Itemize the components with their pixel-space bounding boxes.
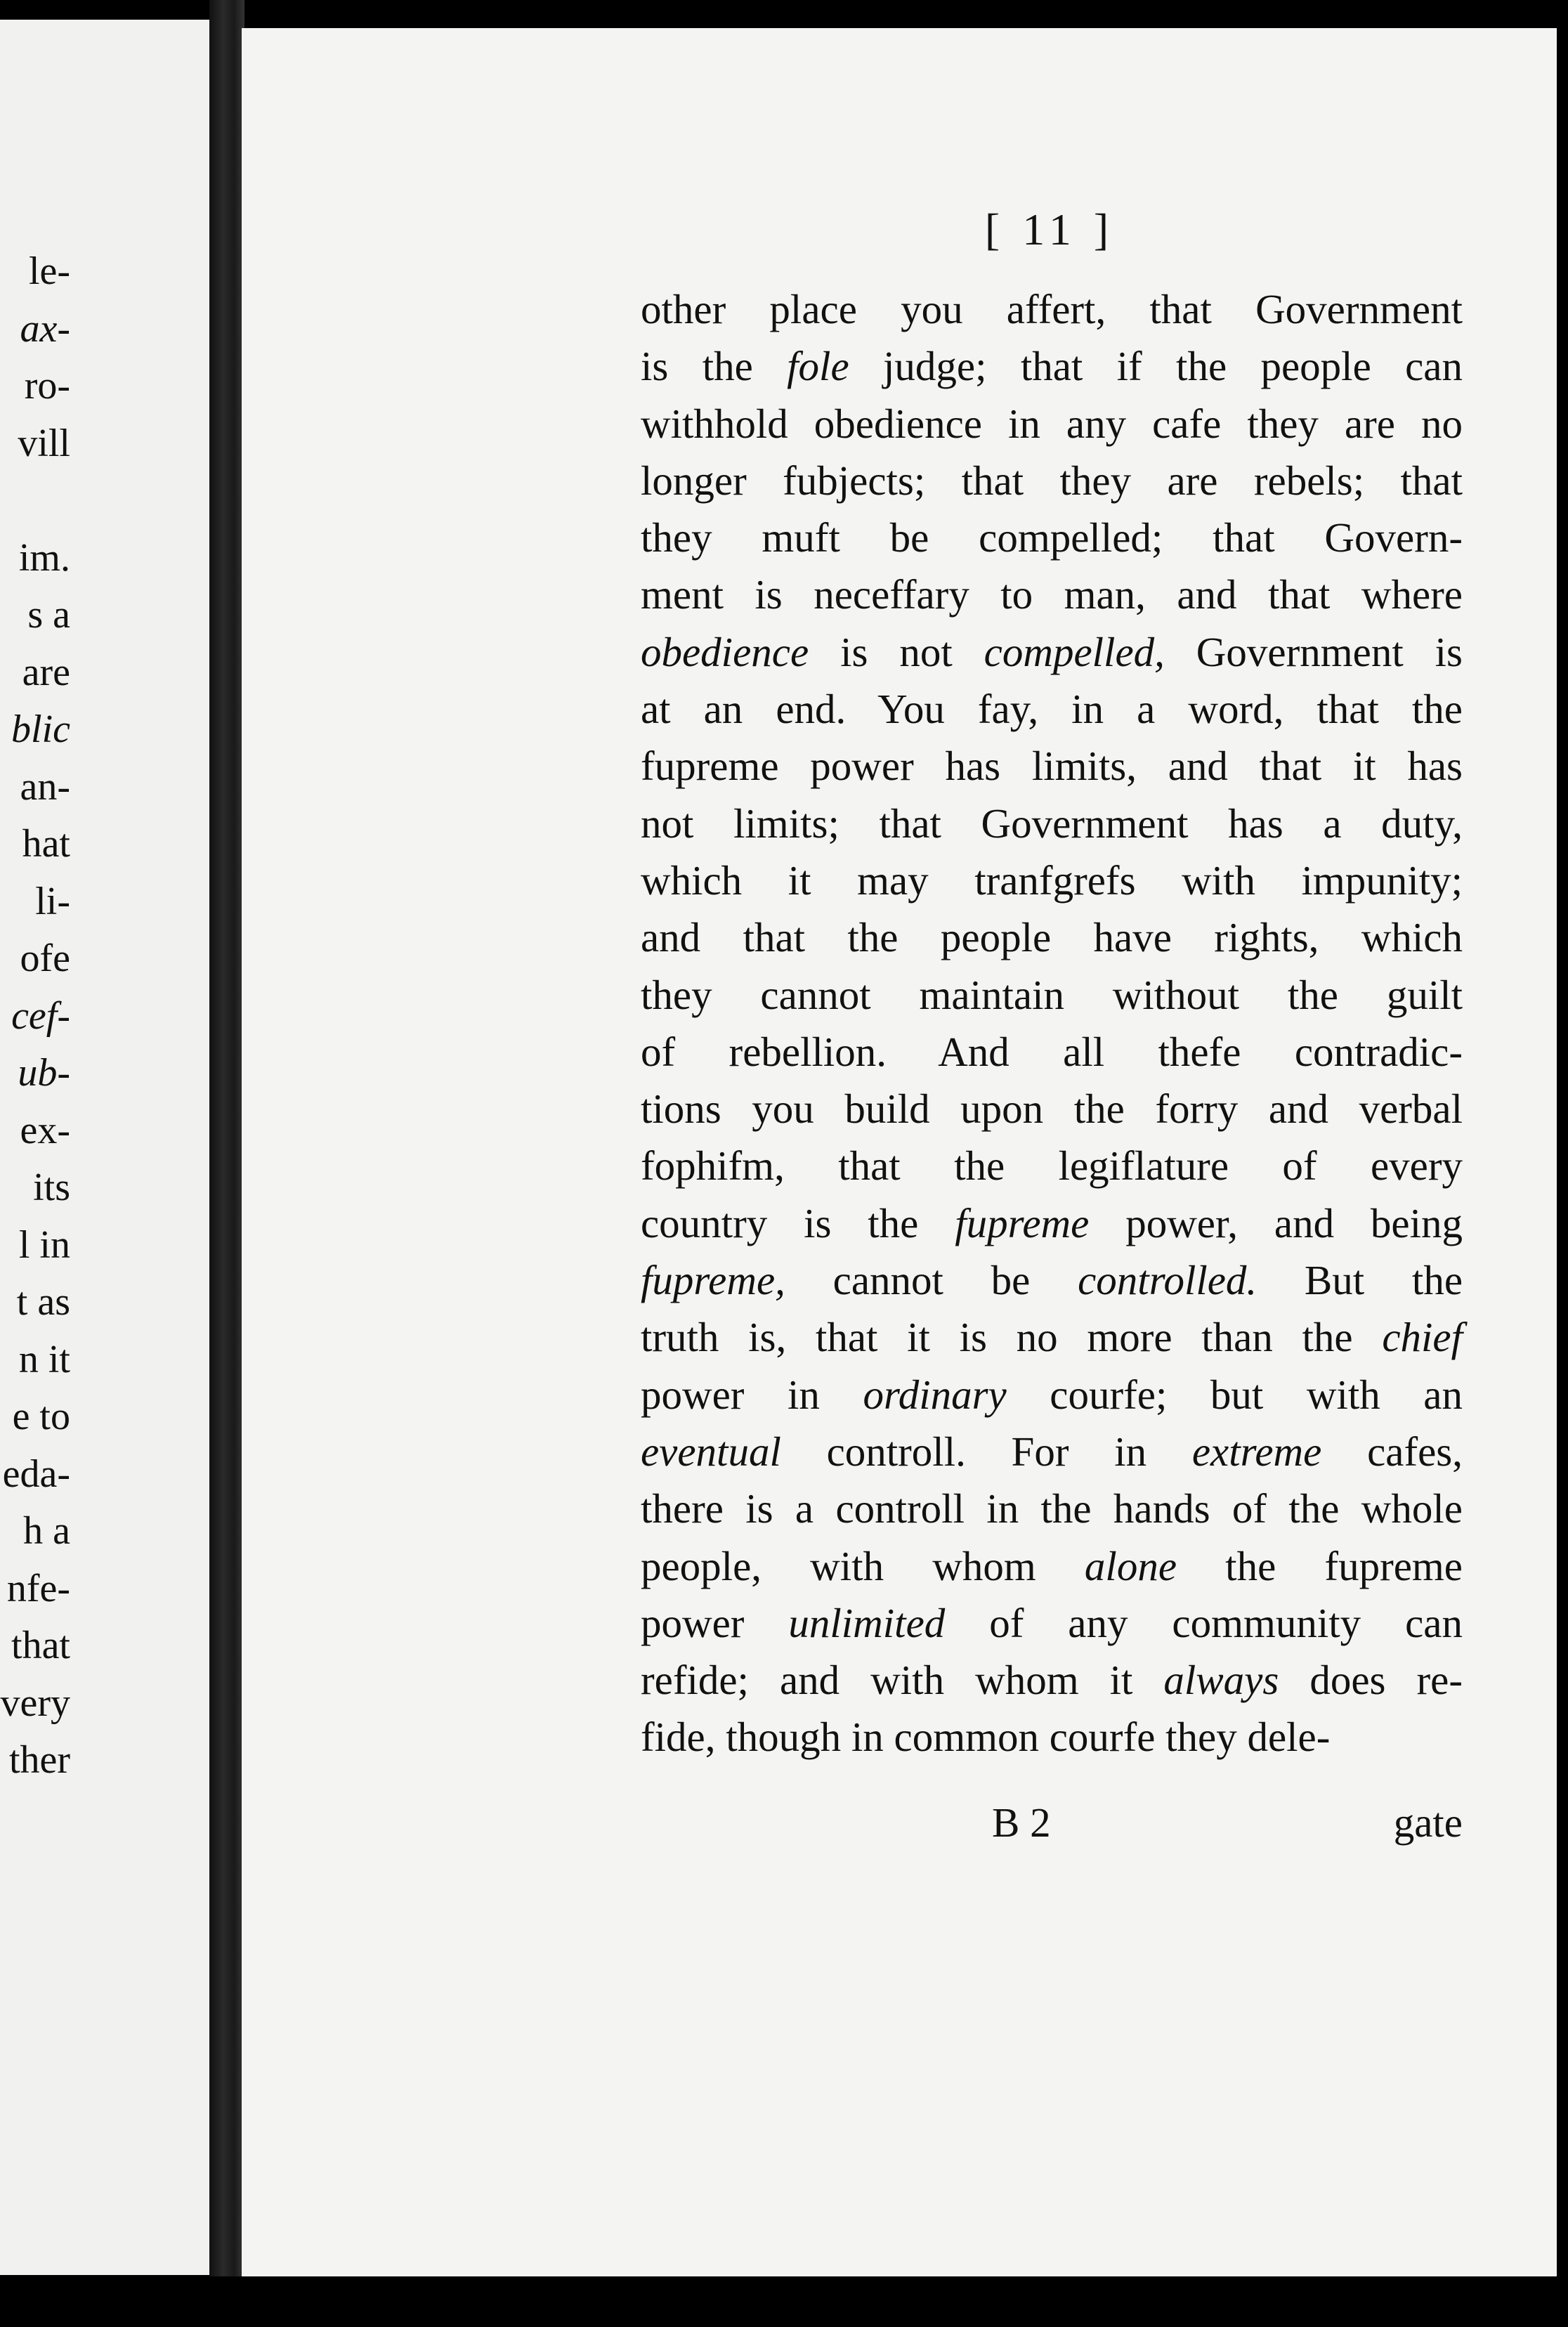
left-page-line: an- (20, 764, 70, 809)
left-page-line: blic (11, 708, 70, 751)
left-page-line: l in (18, 1223, 70, 1267)
text-line (641, 452, 1463, 509)
text-line (641, 338, 1463, 395)
left-page-line: nfe- (6, 1566, 70, 1610)
text-line (641, 967, 1463, 1024)
italic-text-run: fupreme (955, 1199, 1090, 1246)
text-run: fupreme power has limits, and that it has (641, 743, 1463, 790)
text-run: tions you build upon the forry and verbal (641, 1086, 1463, 1133)
left-page-line: ro- (24, 364, 70, 408)
left-page-line: its (33, 1166, 70, 1209)
page-body-text (641, 281, 1463, 1766)
text-run: power (641, 1599, 789, 1646)
left-page-line: hat (22, 822, 70, 866)
italic-text-run: eventual (641, 1428, 781, 1475)
text-line (641, 1709, 1463, 1766)
left-page-line: ther (8, 1738, 70, 1782)
text-line (641, 1367, 1463, 1423)
text-run: withhold obedience in any cafe they are no (641, 400, 1463, 447)
italic-text-run: obedience (641, 628, 809, 675)
text-run: people, with whom (641, 1542, 1085, 1589)
text-line (641, 1138, 1463, 1194)
text-run: there is a controll in the hands of the whole (641, 1485, 1463, 1532)
left-facing-page (0, 20, 209, 2275)
text-run: Government is (1164, 628, 1463, 675)
text-line (641, 738, 1463, 795)
text-line (641, 852, 1463, 909)
text-run: power in (641, 1371, 863, 1418)
text-run: controll. For in (780, 1428, 1192, 1475)
text-line (641, 1595, 1463, 1652)
text-run: judge; that if the people can (849, 343, 1463, 390)
left-page-line: eda- (2, 1452, 70, 1496)
text-run: of any community can (945, 1599, 1463, 1646)
text-line (641, 1081, 1463, 1138)
text-run: they muft be compelled; that Govern- (641, 514, 1463, 561)
left-page-line: vill (18, 421, 70, 465)
text-run: power, and being (1089, 1199, 1463, 1246)
text-run: cannot be (785, 1257, 1078, 1304)
text-run: the fupreme (1177, 1542, 1463, 1589)
text-line (641, 1652, 1463, 1709)
text-line (641, 795, 1463, 852)
left-page-line (0, 472, 70, 530)
text-run: ment is neceffary to man, and that where (641, 571, 1463, 618)
text-run: at an end. You fay, in a word, that the (641, 686, 1463, 733)
text-line (641, 396, 1463, 452)
text-run: is not (809, 628, 984, 675)
left-page-line: very (0, 1681, 70, 1725)
italic-text-run: always (1163, 1657, 1279, 1704)
text-run: is the (641, 343, 788, 390)
text-run: they cannot maintain without the guilt (641, 971, 1463, 1018)
left-page-line: that (11, 1624, 70, 1667)
italic-text-run: alone (1084, 1542, 1177, 1589)
main-page (239, 28, 1557, 2276)
left-page-line: ax- (20, 306, 70, 351)
text-run: country is the (641, 1199, 955, 1246)
italic-text-run: ordinary (863, 1371, 1007, 1418)
text-run: other place you affert, that Government (641, 286, 1463, 332)
left-page-line: h a (23, 1509, 70, 1553)
left-page-line: im. (18, 535, 70, 580)
text-line (641, 909, 1463, 966)
text-run: of rebellion. And all thefe contradic- (641, 1028, 1463, 1075)
page-number-header: [ 11 ] (984, 204, 1115, 254)
left-page-line: e to (12, 1395, 70, 1438)
text-line (641, 1423, 1463, 1480)
left-page-line: ub- (18, 1051, 70, 1095)
text-line (641, 1538, 1463, 1595)
text-line (641, 624, 1463, 681)
text-line (641, 1252, 1463, 1309)
left-page-line: cef- (11, 993, 70, 1038)
left-page-line: t as (16, 1280, 70, 1324)
left-page-line: n it (18, 1337, 70, 1381)
italic-text-run: fole (787, 343, 849, 390)
text-line (641, 1480, 1463, 1537)
scan-bottom-border (0, 2276, 1568, 2327)
text-line (641, 566, 1463, 623)
left-page-line: le- (28, 249, 70, 293)
left-page-line: ex- (20, 1108, 70, 1152)
italic-text-run: controlled. (1078, 1257, 1257, 1304)
text-line (641, 1024, 1463, 1081)
text-run: courfe; but with an (1006, 1371, 1463, 1418)
text-run: cafes, (1321, 1428, 1463, 1475)
catchword: gate (1393, 1799, 1463, 1846)
italic-text-run: fupreme, (641, 1257, 785, 1304)
italic-text-run: chief (1382, 1314, 1463, 1361)
left-page-line: are (22, 650, 70, 694)
text-line (641, 281, 1463, 338)
left-page-line: ofe (20, 937, 70, 980)
text-run: not limits; that Government has a duty, (641, 800, 1463, 847)
text-run: truth is, that it is no more than the (641, 1314, 1383, 1361)
text-run: fophifm, that the legiflature of every (641, 1142, 1463, 1189)
left-page-line: li- (35, 879, 70, 923)
text-run: refide; and with whom it (641, 1657, 1164, 1704)
page-footer (641, 1799, 1463, 1855)
text-line (641, 681, 1463, 738)
italic-text-run: extreme (1191, 1428, 1322, 1475)
text-run: But the (1257, 1257, 1463, 1304)
text-line (641, 1309, 1463, 1366)
italic-text-run: unlimited (788, 1599, 946, 1646)
left-page-text-fragments (0, 243, 70, 1790)
text-run: which it may tranfgrefs with impunity; (641, 856, 1463, 904)
left-page-line: s a (27, 593, 70, 637)
italic-text-run: compelled, (984, 628, 1165, 675)
text-run: and that the people have rights, which (641, 914, 1463, 961)
text-run: does re- (1279, 1657, 1463, 1704)
text-line (641, 509, 1463, 566)
text-run: longer fubjects; that they are rebels; that (641, 457, 1463, 504)
text-line (641, 1195, 1463, 1252)
text-run: fide, though in common courfe they dele- (641, 1714, 1331, 1761)
signature-mark: B 2 (992, 1799, 1051, 1846)
